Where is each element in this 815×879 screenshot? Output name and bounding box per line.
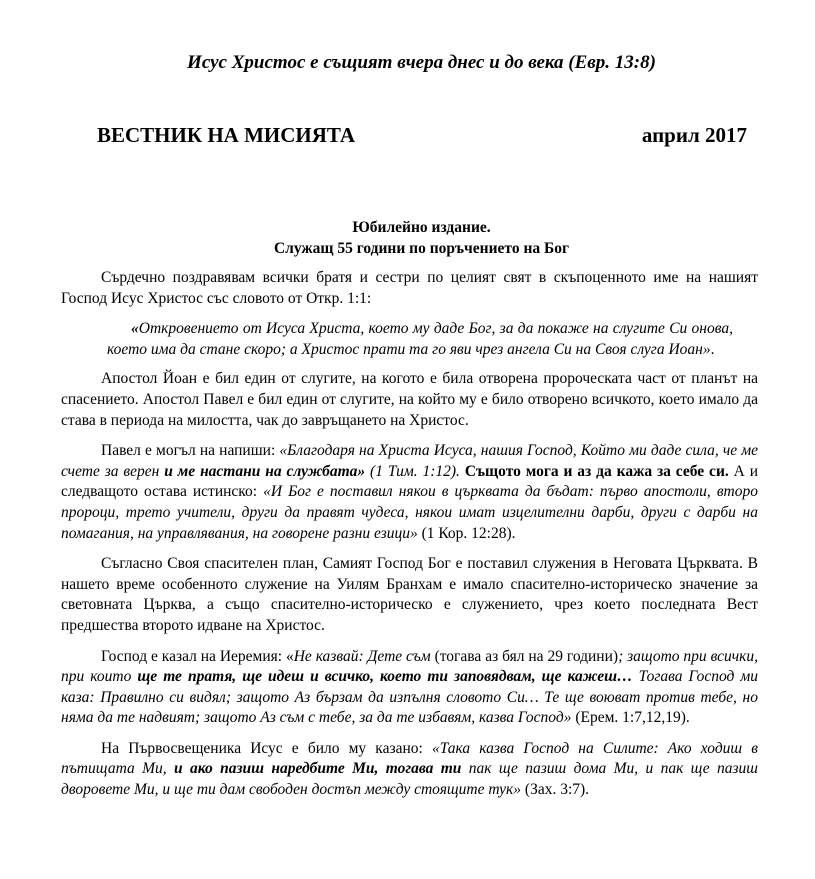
paragraph-paul bbox=[61, 441, 758, 544]
p5-part-f: Тогава Господ ми каза: Правилно си видял; защото Аз бързам да изпълня словото Си… Те ще воюват против тебе, но няма да те надвият; защото Аз съм с тебе, за да те избавям, казва Господ» bbox=[61, 668, 758, 727]
p5-part-g: (Ерем. 1:7,12,19). bbox=[571, 709, 690, 727]
quote-open-mark: « bbox=[131, 320, 139, 338]
p3-part-d: (1 Тим. 1:12). bbox=[365, 462, 465, 480]
edition-heading bbox=[0, 217, 815, 259]
newsletter-title: ВЕСТНИК НА МИСИЯТА bbox=[97, 123, 356, 147]
paragraph-high-priest bbox=[61, 739, 758, 801]
paragraph-salvation-plan: Съгласно Своя спасителен план, Самият Господ Бог е поставил служения в Неговата Църквата. В нашето време особенното служение на Уилям Бранхам е имало спасително-историческо значение за световната Църква, а също спасително-историческо е служението, чрез което последната Вест предшества второто идване на Христос. bbox=[61, 555, 758, 634]
edition-line-2: Служащ 55 години по поръчението на Бог bbox=[273, 240, 570, 257]
p3-part-e: Същото мога и аз да кажа за себе си. bbox=[464, 462, 729, 480]
p3-part-h: (1 Кор. 12:28). bbox=[417, 524, 516, 542]
p6-part-b: «Така казва Господ на Силите: Ако ходиш в пътищата Ми, bbox=[61, 739, 758, 778]
p5-part-c: (тогава аз бял на 29 години) bbox=[430, 647, 619, 665]
p3-part-b: «Благодаря на Христа Исуса, нашия Господ, Който ми даде сила, че ме счете за верен bbox=[61, 442, 759, 480]
p3-part-g: «И Бог е поставил някои в църквата да бъдат: първо апостоли, второ пророци, трето учители, други да правят чудеса, някои имат изцелителни дарби, други с дарби на помагания, на управлявания, на говорене разни езици» bbox=[61, 483, 758, 542]
quote-end: . bbox=[710, 340, 715, 358]
p5-part-e: ще те пратя, ще идеш и всичко, което ти заповядвам, ще кажеш… bbox=[137, 668, 633, 686]
p5-part-a: Господ е казал на Иеремия: « bbox=[101, 647, 294, 665]
p6-part-a: На Първосвещеника Исус е било му казано: bbox=[101, 739, 432, 757]
p6-part-d: пак ще пазиш дома Ми, и пак ще пазиш дворовете Ми, и ще ти дам свободен достъп между стоящите тук» bbox=[61, 760, 758, 799]
edition-line-1: Юбилейно издание. bbox=[352, 219, 491, 236]
masthead bbox=[97, 123, 747, 151]
p5-part-d: ; защото при всички, при които bbox=[61, 647, 758, 686]
p3-part-a: Павел е могъл на напиши: bbox=[101, 442, 280, 460]
p3-part-c: и ме настани на службата» bbox=[164, 462, 366, 480]
p6-part-c: и ако пазиш наредбите Ми, тогава ти bbox=[173, 760, 462, 778]
epigraph: Исус Христос е същият вчера днес и до века (Евр. 13:8) bbox=[187, 52, 656, 73]
article-body bbox=[61, 268, 758, 801]
p6-part-e: (Зах. 3:7). bbox=[521, 781, 590, 799]
issue-date: април 2017 bbox=[641, 123, 747, 147]
paragraph-greeting: Сърдечно поздравявам всички братя и сестри по целият свят в скъпоценното име на нашият Господ Исус Христос със словото от Откр. 1:1: bbox=[61, 269, 758, 307]
quote-text: Откровението от Исуса Христа, което му даде Бог, за да покаже на слугите Си онова, което има да стане скоро; а Христос прати та го яви чрез ангела Си на Своя слуга Иоан» bbox=[107, 320, 733, 358]
p5-part-b: Не казвай: Дете съм bbox=[293, 647, 431, 665]
p3-part-f: А и следващото остава истинско: bbox=[61, 462, 758, 501]
paragraph-jeremiah bbox=[61, 647, 758, 729]
scripture-quote bbox=[107, 319, 733, 360]
paragraph-apostles: Апостол Йоан е бил един от слугите, на когото е била отворена пророческата част от планът на спасението. Апостол Павел е бил един от слугите, на който му е било отворено всичкото, което имало да става в периода на милостта, чак до завръщането на Христос. bbox=[61, 370, 758, 429]
